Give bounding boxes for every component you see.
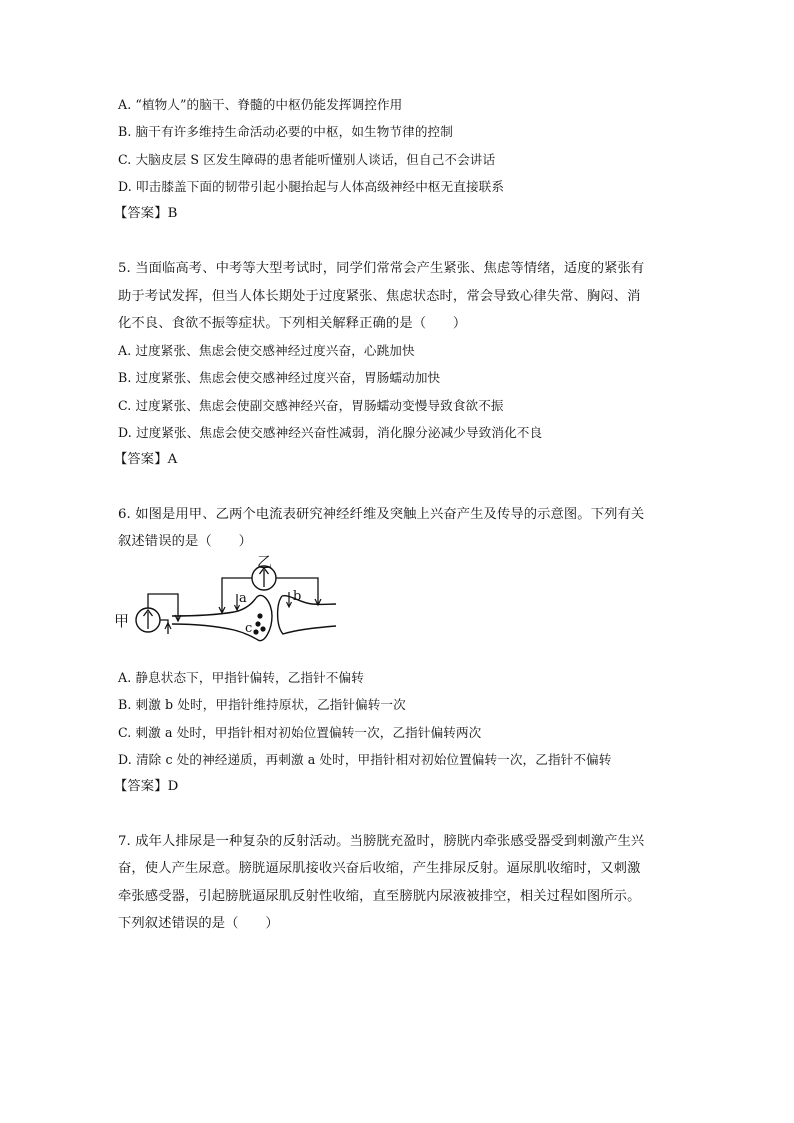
q5-option-b: B. 过度紧张、焦虑会使交感神经过度兴奋，胃肠蠕动加快: [118, 370, 441, 385]
postsynaptic-membrane: [278, 596, 336, 634]
q5-answer: 【答案】A: [114, 452, 178, 467]
synapse-ammeter-diagram: [112, 554, 338, 646]
q7-stem-line-1: 7. 成年人排尿是一种复杂的反射活动。当膀胱充盈时，膀胱内牵张感受器受到刺激产生兴: [118, 834, 645, 849]
point-c-label: c: [245, 621, 253, 636]
q4-option-d: D. 叩击膝盖下面的韧带引起小腿抬起与人体高级神经中枢无直接联系: [118, 179, 505, 194]
q5-option-d: D. 过度紧张、焦虑会使交感神经兴奋性减弱，消化腺分泌减少导致消化不良: [118, 425, 543, 440]
q4-option-a: A. “植物人”的脑干、脊髓的中枢仍能发挥调控作用: [118, 97, 403, 112]
postsynaptic-upper-membrane: [282, 596, 336, 605]
q4-option-c: C. 大脑皮层 S 区发生障碍的患者能听懂别人谈话，但自己不会讲话: [118, 152, 496, 167]
ammeter-yi-label: 乙: [257, 554, 273, 571]
point-a-label: a: [239, 591, 247, 606]
vesicle-dot: [257, 613, 262, 618]
presynaptic-terminal: [256, 595, 272, 640]
q4-answer: 【答案】B: [114, 206, 178, 221]
q4-option-b: B. 脑干有许多维持生命活动必要的中枢，如生物节律的控制: [118, 124, 453, 139]
q6-option-a: A. 静息状态下，甲指针偏转，乙指针不偏转: [118, 670, 364, 685]
q6-option-b: B. 刺激 b 处时，甲指针维持原状，乙指针偏转一次: [118, 697, 406, 712]
q5-option-a: A. 过度紧张、焦虑会使交感神经过度兴奋，心跳加快: [118, 343, 415, 358]
vesicle-dot: [260, 626, 265, 631]
q6-option-d: D. 清除 c 处的神经递质，再刺激 a 处时，甲指针相对初始位置偏转一次，乙指针不偏转: [118, 752, 612, 767]
q7-stem-line-4: 下列叙述错误的是（ ）: [118, 916, 279, 931]
vesicle-dot: [253, 629, 258, 634]
q6-stem-line-1: 6. 如图是用甲、乙两个电流表研究神经纤维及突触上兴奋产生及传导的示意图。下列有关: [118, 507, 645, 522]
q6-option-c: C. 刺激 a 处时，甲指针相对初始位置偏转一次，乙指针偏转两次: [118, 725, 482, 740]
q5-stem-line-3: 化不良、食欲不振等症状。下列相关解释正确的是（ ）: [118, 316, 467, 331]
q6-stem-line-2: 叙述错误的是（ ）: [118, 534, 252, 549]
q5-option-c: C. 过度紧张、焦虑会使副交感神经兴奋，胃肠蠕动变慢导致食欲不振: [118, 398, 504, 413]
ammeter-jia-wire-lower: [160, 620, 168, 634]
q6-answer: 【答案】D: [114, 779, 179, 794]
q7-stem-line-2: 奋，使人产生尿意。膀胱逼尿肌接收兴奋后收缩，产生排尿反射。逼尿肌收缩时，又刺激: [118, 861, 641, 876]
q5-stem-line-1: 5. 当面临高考、中考等大型考试时，同学们常常会产生紧张、焦虑等情绪，适度的紧张有: [118, 261, 645, 276]
q5-stem-line-2: 助于考试发挥，但当人体长期处于过度紧张、焦虑状态时，常会导致心律失常、胸闷、消: [118, 289, 641, 304]
ammeter-jia-label: 甲: [114, 612, 130, 630]
point-b-label: b: [293, 589, 302, 604]
vesicle-dot: [255, 621, 260, 626]
q7-stem-line-3: 牵张感受器，引起膀胱逼尿肌反射性收缩，直至膀胱内尿液被排空，相关过程如图所示。: [118, 889, 641, 904]
